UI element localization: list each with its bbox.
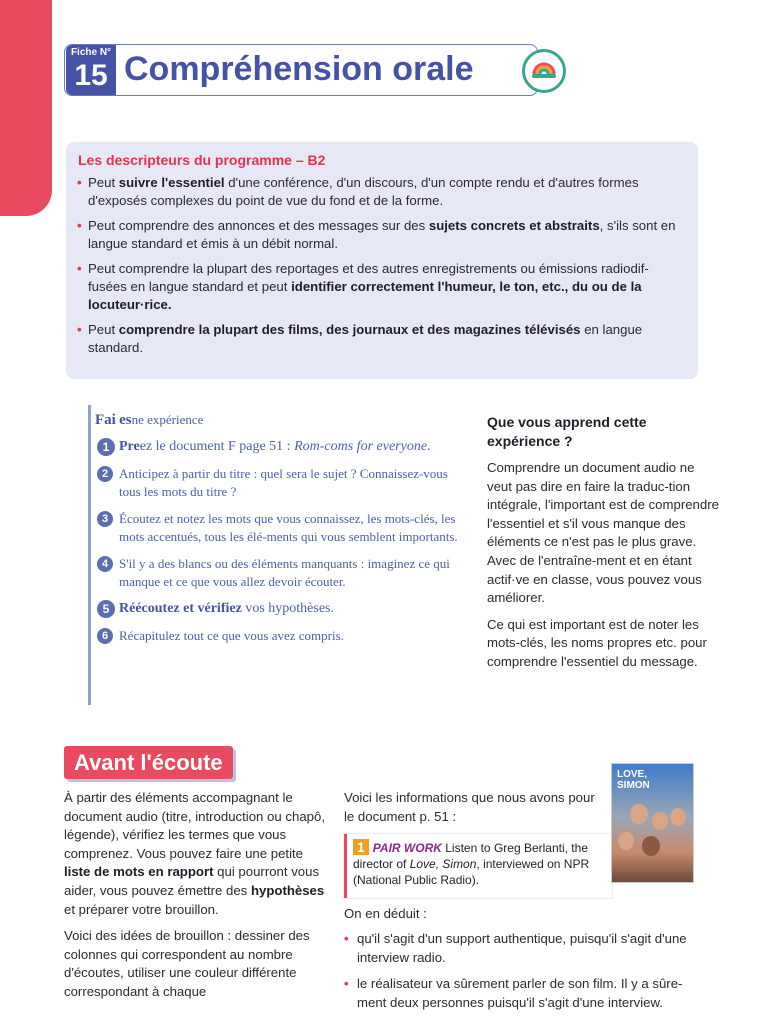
question-title: Que vous apprend cette expérience ? [487, 414, 647, 449]
avant-intro: Voici les informations que nous avons pour le document p. 51 : [344, 790, 595, 824]
deduit-item: • qu'il s'agit d'un support authentique, puisqu'il s'agit d'une interview radio. [344, 931, 687, 965]
pair-work-label: PAIR WORK [372, 841, 442, 855]
descriptors-list [78, 174, 684, 358]
experience-question [487, 413, 723, 680]
descriptor-item: • Peut suivre l'essentiel d'une conférence, d'un discours, d'un compte rendu et d'autres formes d'exposés complexes du point de vue du fond et de la forme. [77, 175, 639, 209]
deduit-item: • le réalisateur va sûrement parler de son film. Il y a sûre-ment deux personnes puisqu'il s'agit d'une interview. [344, 976, 683, 1010]
question-paragraph: Comprendre un document audio ne veut pas dire en faire la traduc-tion intégrale, l'important est de comprendre l'essentiel et s'il vous manque des éléments ce n'est pas le plus grave. Avec de l'entraîne-ment et en étant actif·ve en classe, vous pouvez vous améliorer. [487, 460, 719, 606]
descriptors-title: Les descripteurs du programme – B2 [78, 152, 326, 168]
avant-left-column [64, 789, 326, 1010]
descriptor-item: • Peut comprendre la plupart des films, des journaux et des magazines télévisés en langue standard. [77, 321, 643, 356]
experience-step: 5 Réécoutez et vérifiez vos hypothèses. [95, 600, 466, 618]
fiche-number: 15 [74, 59, 108, 92]
pair-work-number: 1 [353, 839, 369, 855]
descriptors-box [66, 142, 698, 379]
descriptor-item: • Peut comprendre des annonces et des messages sur des sujets concrets et abstraits, s'ils sont en langue standard et émis à un débit normal. [77, 217, 676, 252]
pair-work-box: 1 PAIR WORK Listen to Greg Berlanti, the director of Love, Simon, interviewed on NPR (National Public Radio). [344, 834, 612, 898]
experience-box [88, 405, 466, 705]
avant-paragraph: Voici des idées de brouillon : dessiner des colonnes qui correspondent au nombre d'écoutes, utiliser une couleur différente correspondant à chaque [64, 928, 310, 999]
movie-poster-image [611, 763, 694, 883]
deduit-list [344, 930, 700, 1020]
experience-step: 1 Preez le document F page 51 : Rom-coms for everyone. [95, 438, 466, 456]
fiche-badge [66, 45, 116, 95]
section-title-avant: Avant l'écoute [64, 746, 233, 779]
page-title: Compréhension orale [124, 50, 474, 88]
experience-step: 3 Écoutez et notez les mots que vous connaissez, les mots-clés, les mots accentués, tous les élé-ments qui vous semblent importants. [95, 510, 466, 546]
fiche-label: Fiche N° [70, 47, 112, 58]
experience-step: 6 Récapitulez tout ce que vous avez compris. [95, 627, 466, 645]
question-paragraph: Ce qui est important est de noter les mots-clés, les noms propres etc. pour comprendre l'essentiel du message. [487, 616, 707, 669]
descriptor-item: • Peut comprendre la plupart des reportages et des autres enregistrements ou émissions radiodif-fusées en langue standard et peut identifier correctement l'humeur, le ton, etc., du ou de la locuteur·rice. [77, 260, 649, 313]
poster-title: LOVE, SIMON [617, 769, 650, 791]
ear-rainbow-icon [522, 49, 566, 93]
avant-paragraph: À partir des éléments accompagnant le document audio (titre, introduction ou chapô, légende), vérifiez les termes que vous comprenez. Vous pouvez faire une petite liste de mots en rapport qui pourront vous aider, vous pouvez émettre des hypothèses et préparer votre brouillon. [64, 790, 325, 917]
experience-heading: Fai esne expérience [95, 412, 204, 428]
side-tab [0, 0, 52, 216]
experience-step: 2 Anticipez à partir du titre : quel sera le sujet ? Connaissez-vous tous les mots du titre ? [95, 465, 466, 501]
deduit-label: On en déduit : [344, 906, 427, 921]
experience-step: 4 S'il y a des blancs ou des éléments manquants : imaginez ce qui manque et ce que vous allez devoir écouter. [95, 555, 466, 591]
